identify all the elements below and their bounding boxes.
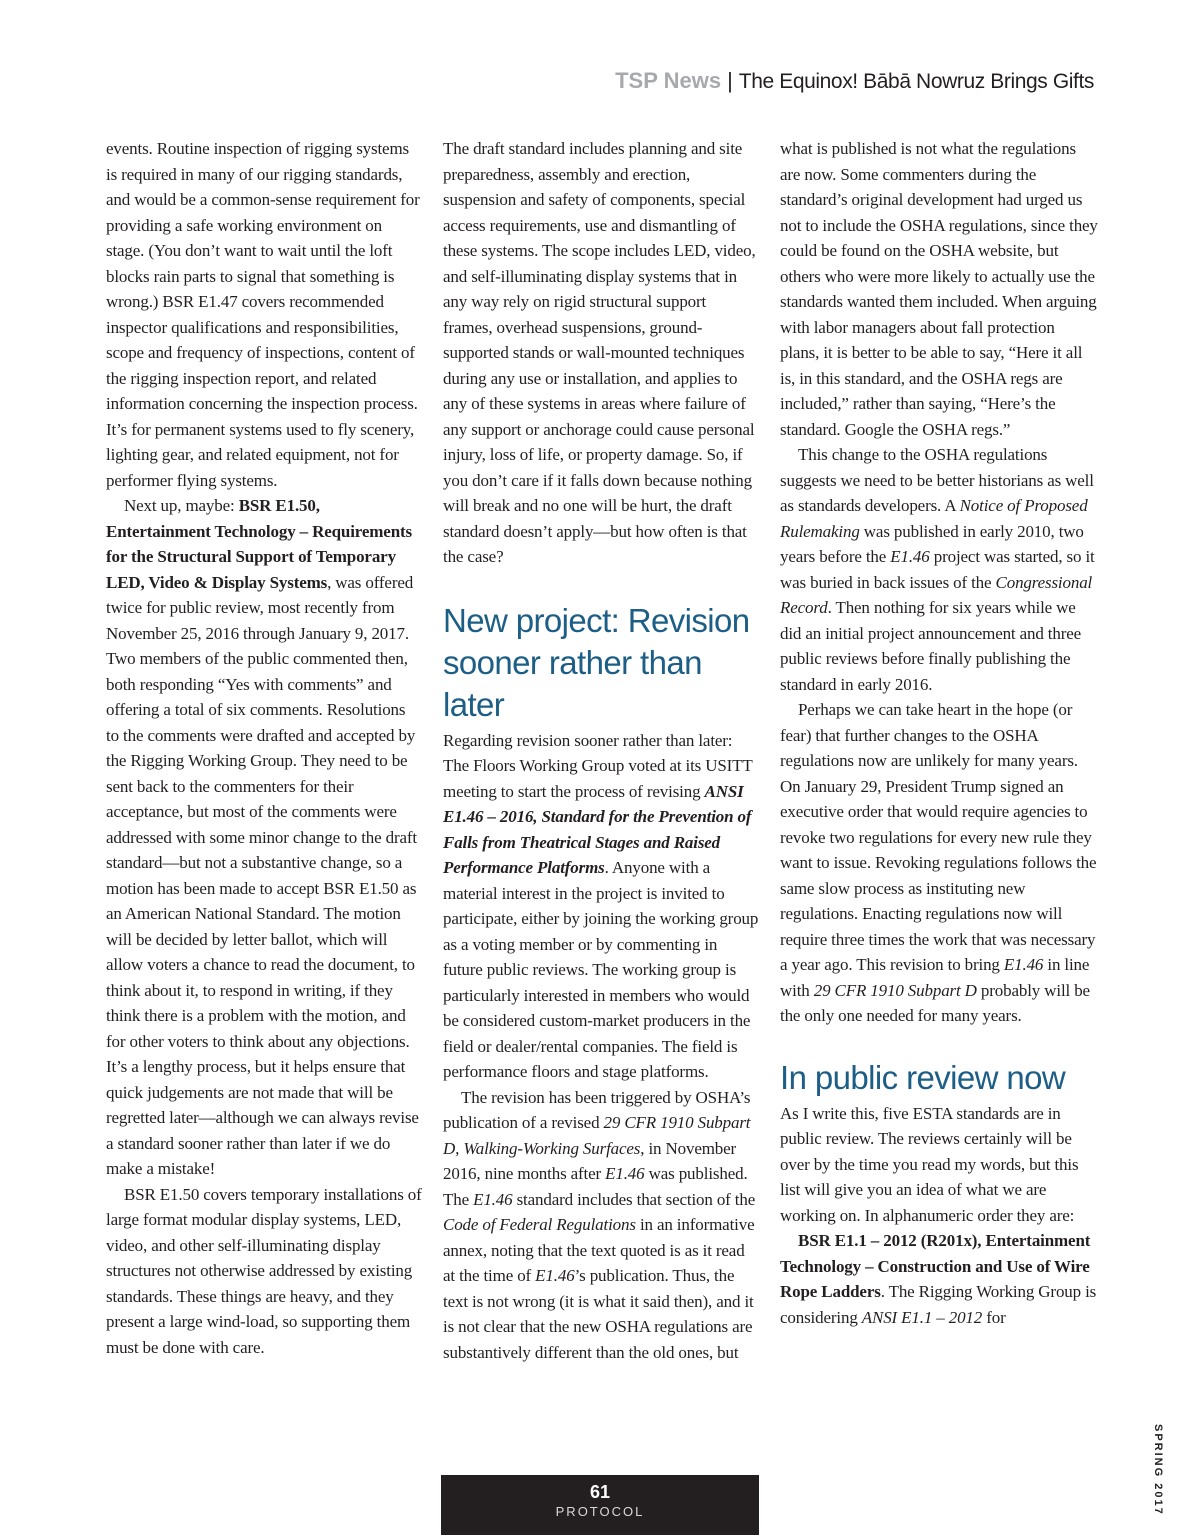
text-run: Next up, maybe: [124, 496, 239, 515]
text-run: events. Routine inspection of rigging systems is required in many of our rigging standards, and would be a common-sense requirement for providing a safe working environment on stage. (You don’t want to wait until the loft blocks rain parts to signal that something is wrong.) BSR E1.47 covers recommended inspector qualifications and responsibilities, scope and frequency of inspections, content of the rigging inspection report, and related information concerning the inspection process. It’s for permanent systems used to fly scenery, lighting gear, and related equipment, not for performer flying systems. [106, 139, 420, 490]
text-run: ’s publication. Thus, the text is not wrong (it is what it said then), and it is not clear that the new OSHA regulations are substantively different than the old ones, but [443, 1266, 754, 1362]
italic-text: 29 CFR 1910 Subpart D [813, 980, 977, 1000]
paragraph [106, 1182, 422, 1361]
paragraph [780, 1228, 1098, 1330]
article-title: The Equinox! Bābā Nowruz Brings Gifts [738, 70, 1094, 93]
page-number: 61 [589, 1482, 611, 1502]
bold-text: BSR E1.1 – 2012 (R201x), Entertainment Technology – Construction and Use of Wire Rope Ladders [780, 1231, 1091, 1301]
text-run: project was started, so it was buried in back issues of the [780, 547, 1095, 592]
text-run: Perhaps we can take heart in the hope (or fear) that further changes to the OSHA regulations now are unlikely for many years. On January 29, President Trump signed an executive order that would require agencies to revoke two regulations for every new rule they want to issue. Revoking regulations follows the same slow process as instituting new regulations. Enacting regulations now will require three times the work that was necessary a year ago. This revision to bring [780, 700, 1097, 974]
paragraph [780, 1101, 1098, 1229]
italic-text: Code of Federal Regulations [443, 1215, 636, 1234]
page-footer [441, 1475, 759, 1535]
paragraph [443, 1085, 759, 1366]
paragraph [780, 697, 1098, 1029]
italic-text: E1.46 [473, 1189, 513, 1209]
paragraph [106, 493, 422, 1182]
text-run: in an informative annex, noting that the text quoted is as it read at the time of [443, 1215, 755, 1285]
section-heading: In public review now [780, 1058, 1066, 1096]
magazine-name: PROTOCOL [555, 1504, 645, 1519]
italic-text: E1.46 [1003, 955, 1044, 974]
text-run: Regarding revision sooner rather than later: The Floors Working Group voted at its USITT meeting to start the process of revising [443, 730, 753, 801]
paragraph [443, 136, 759, 570]
text-run: . The Rigging Working Group is considering [780, 1282, 1097, 1327]
column-3 [780, 136, 1098, 1330]
text-run: for [982, 1307, 1006, 1327]
paragraph [106, 136, 422, 493]
text-run: As I write this, five ESTA standards are in public review. The reviews certainly will be over by the time you read my words, but this list will give you an idea of what we are working on. In alphanumeric order they are: [780, 1103, 1079, 1225]
text-run: BSR E1.50 covers temporary installations of large format modular display systems, LED, video, and other self-illuminating display structures not otherwise addressed by existing standards. These things are heavy, and they present a large wind-load, so supporting them must be done with care. [106, 1184, 422, 1357]
header-separator: | [727, 68, 733, 93]
paragraph [443, 728, 759, 1085]
section-heading: New project: Revision sooner rather than later [443, 601, 750, 723]
text-run: standard includes that section of the [512, 1189, 756, 1209]
running-header [615, 68, 1094, 94]
text-run: was published. The [443, 1164, 748, 1209]
section-name: TSP News [615, 68, 722, 93]
italic-text: Congressional Record [780, 572, 1093, 617]
text-run: , in November 2016, nine months after [443, 1138, 737, 1183]
text-run: . Then nothing for six years while we did an initial project announcement and three public reviews before finally publishing the standard in early 2016. [780, 598, 1082, 694]
column-1 [106, 136, 422, 1360]
text-run: in line with [780, 955, 1090, 1000]
bold-text: BSR E1.50, Entertainment Technology – Requirements for the Structural Support of Temporary LED, Video & Display Systems [106, 496, 412, 592]
italic-text: E1.46 [890, 547, 930, 566]
text-run: what is published is not what the regulations are now. Some commenters during the standard’s original development had urged us not to include the OSHA regulations, since they could be found on the OSHA website, but others who were more likely to actually use the standards wanted them included. When arguing with labor managers about fall protection plans, it is better to be able to say, “Here it all is, in this standard, and the OSHA regs are included,” rather than saying, “Here’s the standard. Google the OSHA regs.” [780, 139, 1098, 439]
italic-text: 29 CFR 1910 Subpart D, Walking-Working Surfaces [443, 1113, 751, 1158]
paragraph [780, 442, 1098, 697]
text-run: . Anyone with a material interest in the project is invited to participate, either by joining the working group as a voting member or by commenting in future public reviews. The working group is particularly interested in members who would be considered custom-market producers in the field or dealer/rental companies. The field is performance floors and stage platforms. [443, 858, 759, 1081]
italic-text: Notice of Proposed Rulemaking [780, 496, 1088, 541]
column-2 [443, 136, 759, 1365]
text-run: probably will be the only one needed for many years. [780, 980, 1090, 1025]
issue-label: SPRING 2017 [1152, 1424, 1164, 1516]
text-run: was published in early 2010, two years before the [780, 521, 1084, 566]
bold-italic-text: ANSI E1.46 – 2016, Standard for the Prevention of Falls from Theatrical Stages and Raised Performance Platforms [443, 781, 752, 877]
text-run: The revision has been triggered by OSHA’s publication of a revised [443, 1087, 751, 1132]
italic-text: ANSI E1.1 – 2012 [861, 1307, 983, 1327]
text-run: , was offered twice for public review, most recently from November 25, 2016 through January 9, 2017. Two members of the public commented then, both responding “Yes with comments” and offering a total of six comments. Resolutions to the comments were drafted and accepted by the Rigging Working Group. They need to be sent back to the commenters for their acceptance, but most of the comments were addressed with some minor change to the draft standard—but not a substantive change, so a motion has been made to accept BSR E1.50 as an American National Standard. The motion will be decided by letter ballot, which will allow voters a chance to read the document, to think about it, to respond in writing, if they think there is a problem with the motion, and for other voters to think about any objections. It’s a lengthy process, but it helps ensure that quick judgements are not made that will be regretted later—although we can always revise a standard sooner rather than later if we do make a mistake! [106, 572, 419, 1178]
text-run: The draft standard includes planning and site preparedness, assembly and erection, suspension and safety of components, special access requirements, use and dismantling of these systems. The scope includes LED, video, and self-illuminating display systems that in any way rely on rigid structural support frames, overhead suspensions, ground-supported stands or wall-mounted techniques during any use or installation, and applies to any of these systems in areas where failure of any support or anchorage could cause personal injury, loss of life, or property damage. So, if you don’t care if it falls down because nothing will break and no one will be hurt, the draft standard doesn’t apply—but how often is that the case? [443, 139, 756, 566]
text-run: This change to the OSHA regulations suggests we need to be better historians as well as standards developers. A [780, 445, 1094, 515]
italic-text: E1.46 [535, 1266, 575, 1285]
italic-text: E1.46 [605, 1164, 645, 1183]
paragraph [780, 136, 1098, 442]
